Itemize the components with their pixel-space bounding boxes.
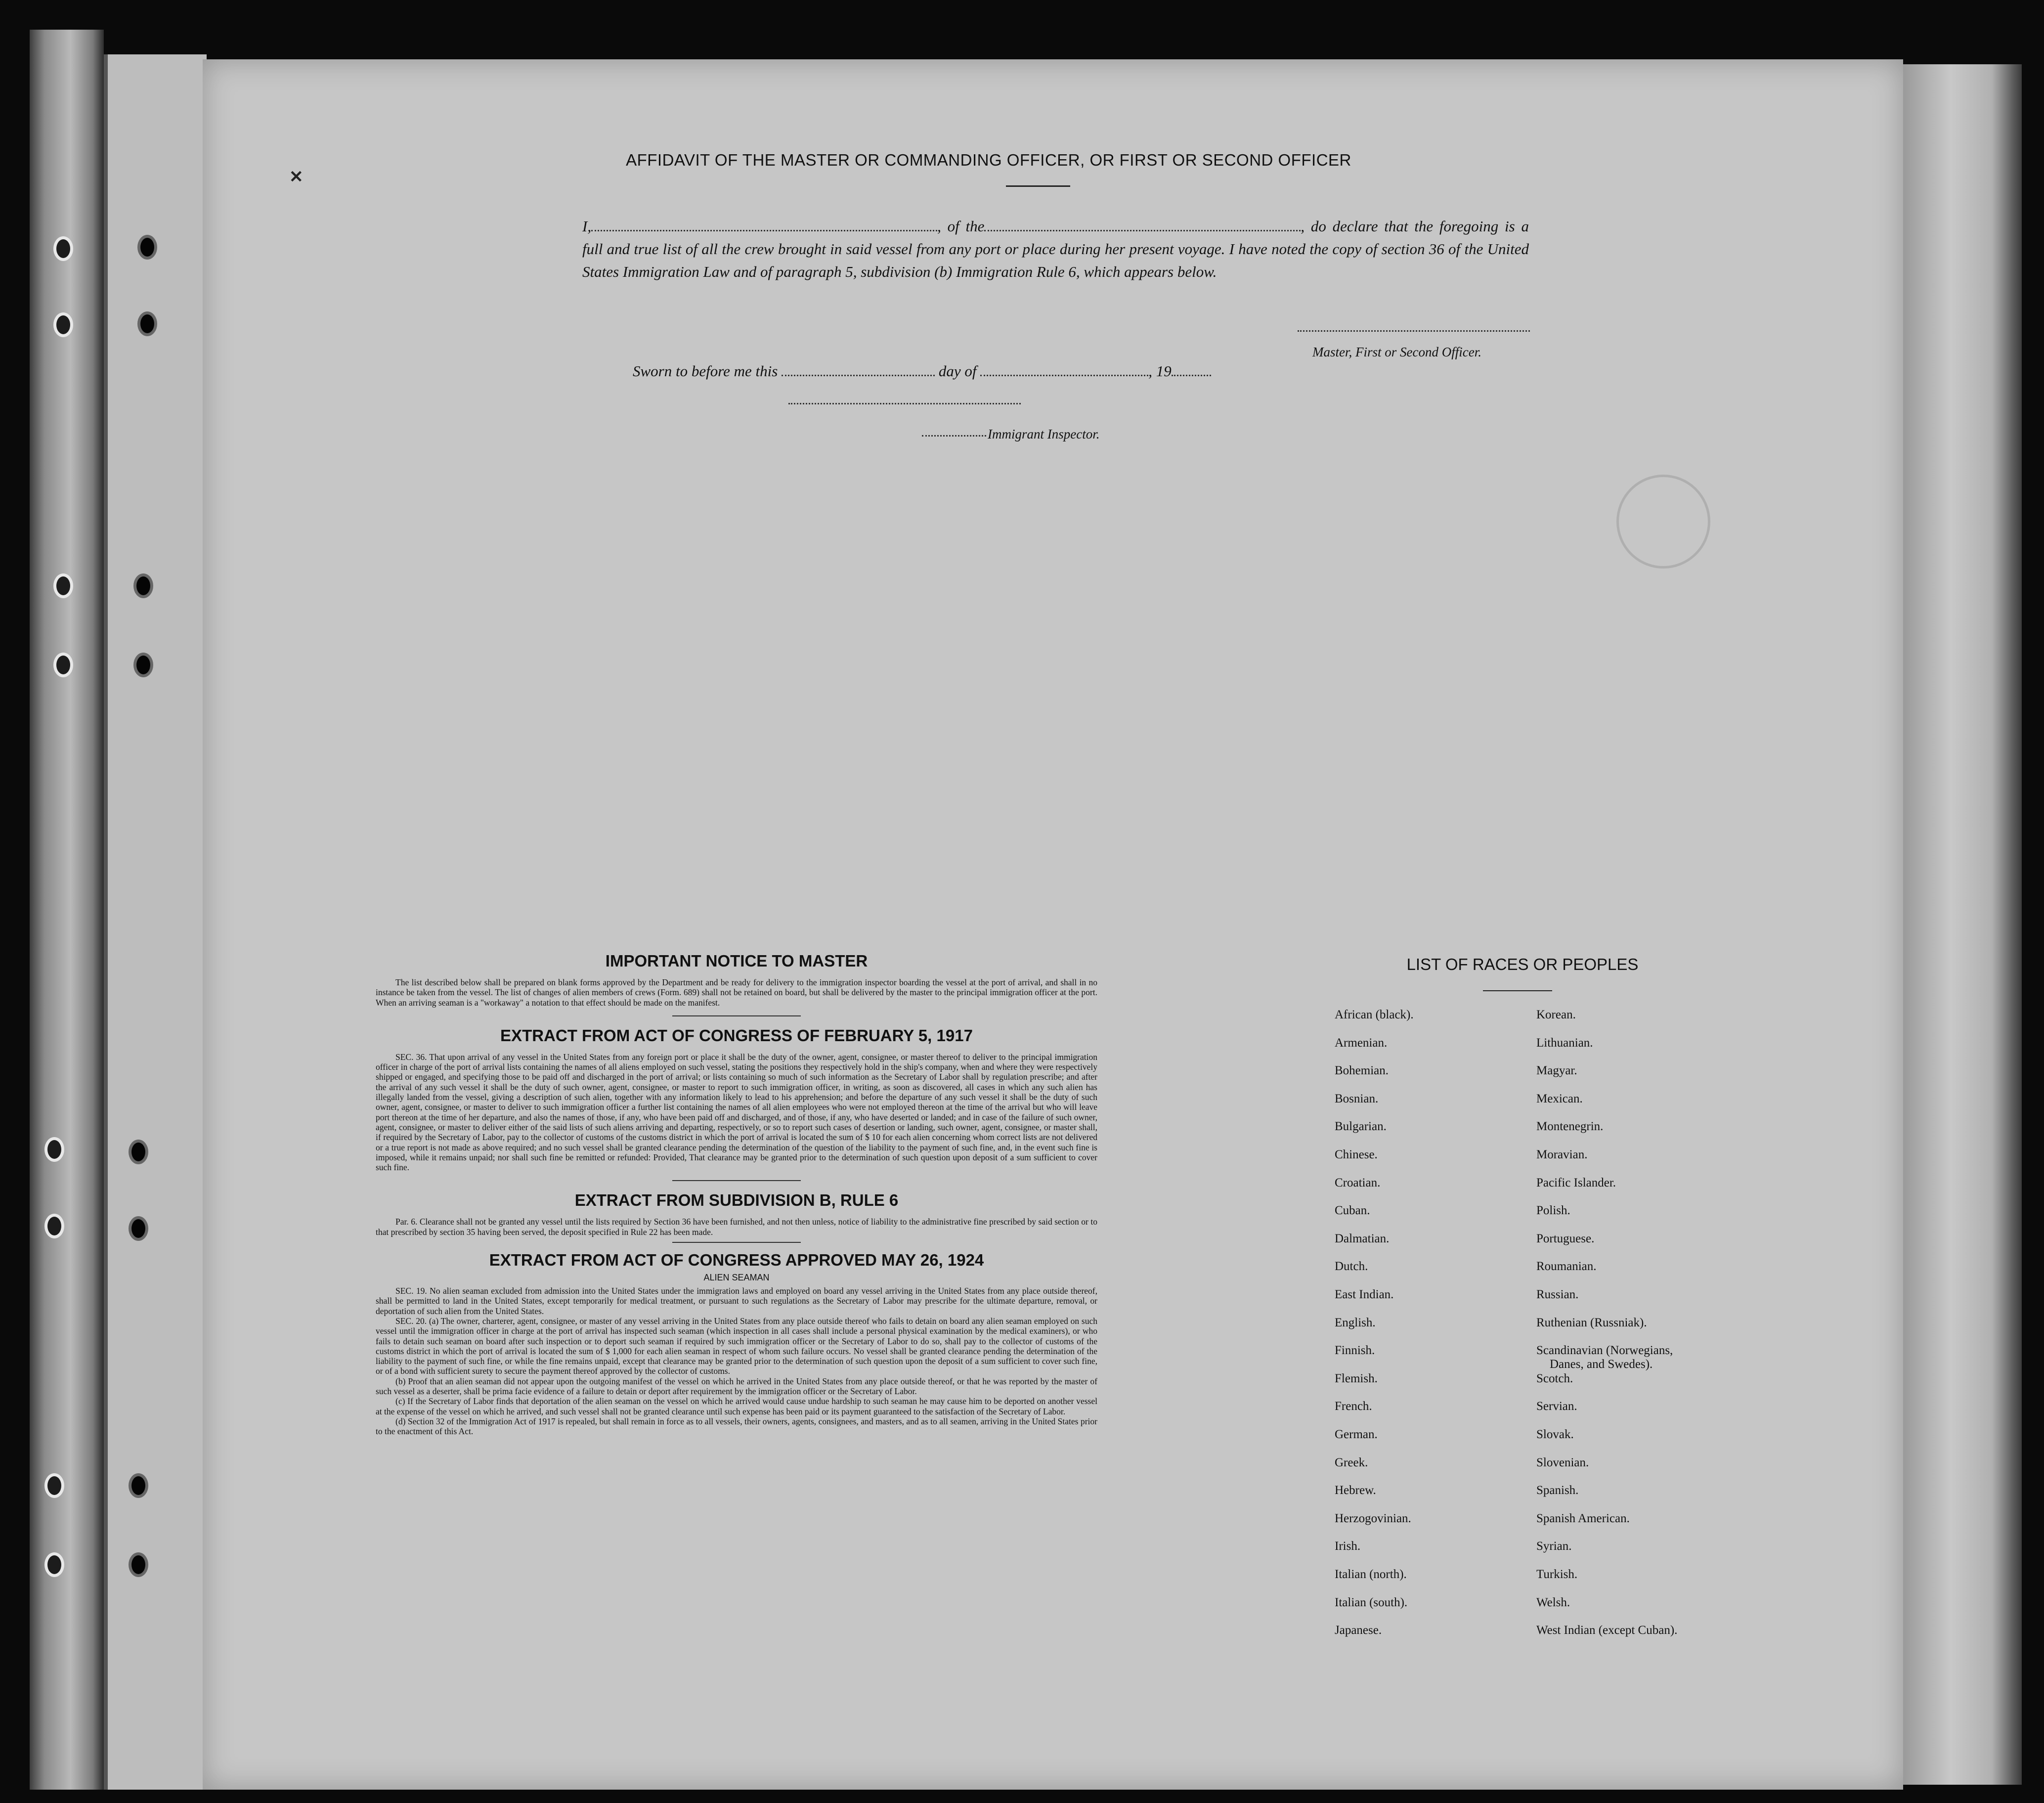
race-item: Flemish. xyxy=(1335,1371,1378,1385)
race-item: German. xyxy=(1335,1428,1378,1441)
race-item: Roumanian. xyxy=(1536,1260,1597,1274)
race-item: Hebrew. xyxy=(1335,1484,1376,1497)
affidavit-declaration xyxy=(582,215,1529,283)
race-item: Mexican. xyxy=(1536,1092,1583,1105)
race-item: Slovenian. xyxy=(1536,1455,1589,1469)
extract-rule6-body: Par. 6. Clearance shall not be granted any vessel until the lists required by Section 36 have been furnished, and not then unless, notice of liability to the administrative fine prescribed by said section or to that prescribed by section 35 having been served, the deposit specified in Rule 22 has been made. xyxy=(376,1217,1097,1237)
race-item: French. xyxy=(1335,1400,1372,1413)
punch-hole-icon xyxy=(44,1473,64,1498)
declaration-i: I, xyxy=(582,218,592,235)
race-item: Greek. xyxy=(1335,1455,1368,1469)
sheet-left-margin xyxy=(104,54,207,1790)
notice-body: The list described below shall be prepared on blank forms approved by the Department and be ready for delivery to the immigration inspector boarding the vessel at the port of arrival, and shall in no instance be taken from the vessel. The list of changes of alien members of crews (Form. 689) shall not be retained on board, but shall be delivered by the master to the principal immigration officer at the port. When an arriving seaman is a "workaway" a notation to that effect should be made on the manifest. xyxy=(376,977,1097,1008)
race-item: Spanish American. xyxy=(1536,1511,1630,1525)
sworn-prefix: Sworn to before me this xyxy=(633,362,778,380)
punch-hole-icon xyxy=(53,573,73,598)
race-item: Japanese. xyxy=(1335,1624,1382,1637)
vessel-name-field[interactable] xyxy=(984,230,1301,231)
extract-1924-sec19: SEC. 19. No alien seaman excluded from admission into the United States under the immigration laws and employed on board any vessel arriving in the United States from any place outside thereof, shall be permitted to land in the United States, except temporarily for medical treatment, or pursuant to such regulations as the Secretary of Labor may prescribe for the ultimate departure, removal, or deportation of such alien from the United States. xyxy=(376,1286,1097,1316)
punch-hole-icon xyxy=(137,235,157,260)
race-item: Spanish. xyxy=(1536,1484,1579,1497)
race-item: Bohemian. xyxy=(1335,1064,1389,1078)
race-item: Dalmatian. xyxy=(1335,1231,1390,1245)
sworn-statement xyxy=(633,362,1211,380)
race-item: Chinese. xyxy=(1335,1148,1378,1161)
race-item: African (black). xyxy=(1335,1008,1414,1021)
race-item: Servian. xyxy=(1536,1400,1577,1413)
extract-1917-body: SEC. 36. That upon arrival of any vessel in the United States from any foreign port or place it shall be the duty of the owner, agent, consignee, or master thereof to deliver to the principal immigration officer in charge of the port of arrival lists containing the names of all aliens employed on such vessel, stating the positions they respectively hold in the ship's company, when and where they were respectively shipped or engaged, and specifying those to be paid off and discharged in the port of arrival; or lists containing so much of such information as the Secretary of Labor shall by regulation prescribe; and after the arrival of any such vessel it shall be the duty of such owner, agent, consignee, or master to report to such immigration officer, in writing, as soon as discovered, all cases in which any such alien has illegally landed from the vessel, giving a description of such alien, together with any information likely to lead to his apprehension; and before the departure of any such vessel it shall be the duty of such owner, agent, consignee, or master to deliver to such immigration officer a further list containing the names of all alien employees who were not employed thereon at the time of the arrival but who will leave port thereon at the time of her departure, and also the names of those, if any, who have been paid off and discharged, and of those, if any, who have deserted or landed; and in case of the failure of such owner, agent, consignee, or master to deliver either of the said lists of such aliens arriving and departing, respectively, or so to report such cases of desertion or landing, such owner, agent, consignee, or master shall, if required by the Secretary of Labor, pay to the collector of customs of the customs district in which the port of arrival is located the sum of $ 10 for each alien concerning whom correct lists are not delivered or a true report is not made as above required; and no such vessel shall be granted clearance pending the determination of the question of the liability to the payment of such fine, and, in the event such fine is imposed, while it remains unpaid; nor shall such fine be remitted or refunded: Provided, That clearance may be granted prior to the determination of such question upon deposit of a sum sufficient to cover such fine. xyxy=(376,1052,1097,1173)
sworn-day-field[interactable] xyxy=(782,375,935,376)
sworn-year-field[interactable] xyxy=(1172,375,1211,376)
punch-hole-icon xyxy=(44,1214,64,1238)
race-item: Dutch. xyxy=(1335,1260,1368,1274)
extract-1924-subheading: ALIEN SEAMAN xyxy=(703,1273,770,1283)
next-page-edge xyxy=(1903,64,2022,1785)
inspector-caption-leader xyxy=(922,435,986,437)
form-sheet xyxy=(203,59,1903,1790)
punch-hole-icon xyxy=(44,1552,64,1577)
race-item: West Indian (except Cuban). xyxy=(1536,1624,1678,1637)
binder-strip xyxy=(30,30,104,1790)
race-item: Moravian. xyxy=(1536,1148,1588,1161)
race-item: Bosnian. xyxy=(1335,1092,1379,1105)
extract-1924-heading: EXTRACT FROM ACT OF CONGRESS APPROVED MAY 26, 1924 xyxy=(489,1251,984,1270)
race-item: East Indian. xyxy=(1335,1288,1394,1301)
race-item: English. xyxy=(1335,1316,1376,1329)
extract-1924-sec20c: (c) If the Secretary of Labor finds that deportation of the alien seaman on the vessel on which he arrived would cause undue hardship to such seaman he may cause him to be deported on another vessel at the expense of the vessel on which he arrived, and such vessel shall not be granted clearance until such expense has been paid or its payment guaranteed to the satisfaction of the Secretary of Labor. xyxy=(376,1396,1097,1416)
race-item: Finnish. xyxy=(1335,1344,1375,1358)
punch-hole-icon xyxy=(137,311,157,336)
race-item: Korean. xyxy=(1536,1008,1576,1021)
race-item: Polish. xyxy=(1536,1204,1570,1218)
race-item: Danes, and Swedes). xyxy=(1550,1358,1653,1371)
punch-hole-icon xyxy=(129,1552,148,1577)
race-item: Pacific Islander. xyxy=(1536,1176,1616,1189)
race-item: Irish. xyxy=(1335,1539,1361,1553)
sworn-day-of: day of xyxy=(938,362,977,380)
race-item: Magyar. xyxy=(1536,1064,1577,1078)
races-title: LIST OF RACES OR PEOPLES xyxy=(1406,955,1639,973)
race-item: Welsh. xyxy=(1536,1595,1570,1609)
sworn-month-field[interactable] xyxy=(980,375,1148,376)
punch-hole-icon xyxy=(129,1216,148,1241)
race-item: Armenian. xyxy=(1335,1036,1388,1050)
section-divider xyxy=(672,1242,801,1243)
race-item: Scotch. xyxy=(1536,1371,1573,1385)
punch-hole-icon xyxy=(129,1473,148,1498)
extract-rule6-heading: EXTRACT FROM SUBDIVISION B, RULE 6 xyxy=(574,1191,899,1210)
race-item: Italian (north). xyxy=(1335,1568,1407,1581)
extract-1924-sec20a: SEC. 20. (a) The owner, charterer, agent, consignee, or master of any vessel arriving in the United States from any place outside thereof who fails to detain on board any alien seaman employed on such vessel until the immigration officer in charge at the port of arrival has inspected such seaman (which inspection in all cases shall include a personal physical examination by the medical examiners), or who fails to detain such seaman on board after such inspection or to deport such seaman if required by such immigration officer or the Secretary of Labor to do so, shall pay to the collector of customs of the customs district in which the port of arrival is located the sum of $ 1,000 for each alien seaman in respect of whom such failure occurs. No vessel shall be granted clearance pending the determination of the liability to the payment of such fine, or while the fine remains unpaid, except that clearance may be granted prior to the determination of such question upon the deposit of a sum sufficient to cover such fine, or of a bond with sufficient surety to secure the payment thereof approved by the collector of customs. xyxy=(376,1316,1097,1376)
notice-heading: IMPORTANT NOTICE TO MASTER xyxy=(605,952,868,970)
section-divider xyxy=(672,1015,801,1016)
declaration-text: , do declare that the foregoing is a full and true list of all the crew brought in said vessel from any port or place during her present voyage. I have noted the copy of section 36 of the United States Immigration Law and of paragraph 5, subdivision (b) Immigration Rule 6, which appears below. xyxy=(582,218,1529,280)
extract-1924-sec20d: (d) Section 32 of the Immigration Act of 1917 is repealed, but shall remain in force as to all vessels, their owners, agents, consignees, and masters, and as to all seamen, arriving in the United States prior to the enactment of this Act. xyxy=(376,1416,1097,1437)
punch-hole-icon xyxy=(53,653,73,677)
race-item: Croatian. xyxy=(1335,1176,1381,1189)
punch-hole-icon xyxy=(53,236,73,261)
punch-hole-icon xyxy=(53,312,73,337)
section-divider xyxy=(672,1180,801,1181)
punch-hole-icon xyxy=(44,1137,64,1162)
inspector-signature-caption: Immigrant Inspector. xyxy=(988,427,1100,441)
master-signature-line[interactable] xyxy=(1298,330,1530,332)
race-item: Scandinavian (Norwegians, xyxy=(1536,1344,1673,1358)
race-item: Italian (south). xyxy=(1335,1595,1408,1609)
inspector-signature-line[interactable] xyxy=(788,403,1021,404)
bleed-through-seal xyxy=(1616,475,1710,569)
extract-1917-heading: EXTRACT FROM ACT OF CONGRESS OF FEBRUARY 5, 1917 xyxy=(500,1026,973,1045)
race-item: Portuguese. xyxy=(1536,1231,1595,1245)
sworn-year: , 19 xyxy=(1148,362,1172,380)
declaration-of-the: , of the xyxy=(937,218,985,235)
handwritten-mark-icon: ✕ xyxy=(289,168,304,186)
race-item: Herzogovinian. xyxy=(1335,1511,1411,1525)
officer-name-field[interactable] xyxy=(591,230,937,231)
punch-hole-icon xyxy=(133,573,153,598)
master-signature-caption: Master, First or Second Officer. xyxy=(1312,345,1481,359)
race-item: Montenegrin. xyxy=(1536,1120,1604,1134)
notice-column xyxy=(376,952,1097,1437)
affidavit-title: AFFIDAVIT OF THE MASTER OR COMMANDING OFFICER, OR FIRST OR SECOND OFFICER xyxy=(626,151,1351,169)
race-item: Cuban. xyxy=(1335,1204,1370,1218)
race-item: Bulgarian. xyxy=(1335,1120,1387,1134)
title-divider xyxy=(1006,185,1070,187)
punch-hole-icon xyxy=(129,1140,148,1164)
race-item: Slovak. xyxy=(1536,1428,1574,1441)
extract-1924-sec20b: (b) Proof that an alien seaman did not appear upon the outgoing manifest of the vessel on which he arrived in the United States from any place outside thereof, or that he was reported by the master of such vessel as a deserter, shall be prima facie evidence of a failure to detain or deport after requirement by the immigration officer or the Secretary of Labor. xyxy=(376,1376,1097,1397)
race-item: Ruthenian (Russniak). xyxy=(1536,1316,1647,1329)
race-item: Syrian. xyxy=(1536,1539,1572,1553)
race-item: Russian. xyxy=(1536,1288,1579,1301)
race-item: Lithuanian. xyxy=(1536,1036,1593,1050)
race-item: Turkish. xyxy=(1536,1568,1578,1581)
punch-hole-icon xyxy=(133,653,153,677)
races-divider xyxy=(1483,990,1552,991)
